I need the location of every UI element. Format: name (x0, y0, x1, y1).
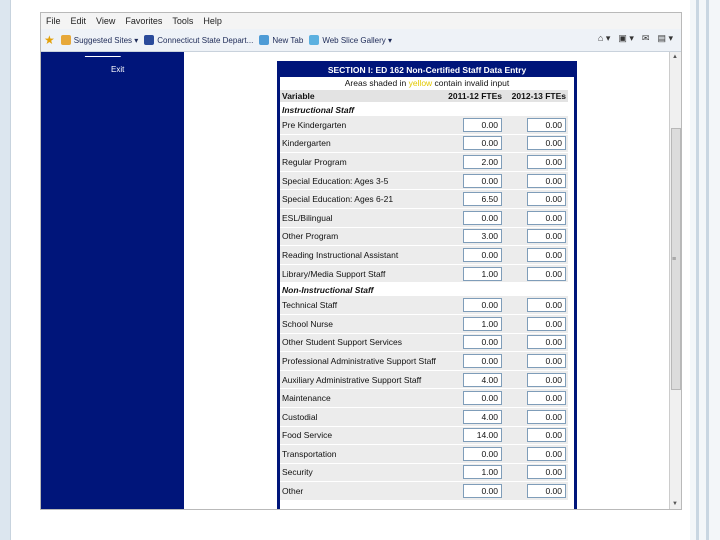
fte-2012-cell (504, 227, 568, 246)
fte-2011-input[interactable]: 0.00 (463, 136, 502, 150)
table-row (280, 407, 568, 426)
menu-help[interactable]: Help (203, 16, 222, 26)
note-prefix: Areas shaded in (344, 78, 409, 88)
fte-2011-input[interactable]: 4.00 (463, 410, 502, 424)
fte-2011-cell (440, 264, 504, 283)
fte-2012-input[interactable]: 0.00 (527, 118, 566, 132)
fav-suggested-sites-label: Suggested Sites ▾ (73, 35, 139, 45)
table-row (280, 426, 568, 445)
variable-label: Technical Staff (280, 296, 440, 314)
menu-bar (41, 13, 681, 29)
fte-2011-cell (440, 314, 504, 333)
fte-2012-cell (504, 389, 568, 408)
fte-2012-input[interactable]: 0.00 (527, 354, 566, 368)
variable-label: Custodial (280, 407, 440, 426)
variable-label: Kindergarten (280, 134, 440, 153)
vertical-scrollbar[interactable] (669, 52, 681, 509)
fte-2011-input[interactable]: 1.00 (463, 317, 502, 331)
fte-2011-cell (440, 134, 504, 153)
table-row (280, 153, 568, 172)
fte-2012-input[interactable]: 0.00 (527, 317, 566, 331)
note-suffix: contain invalid input (432, 78, 510, 88)
fte-2011-input[interactable]: 0.00 (463, 335, 502, 349)
fte-2011-input[interactable]: 2.00 (463, 155, 502, 169)
fte-2011-cell (440, 153, 504, 172)
note-highlight: yellow (408, 78, 433, 88)
fte-2011-cell (440, 445, 504, 464)
fte-2011-input[interactable]: 0.00 (463, 354, 502, 368)
fte-2012-cell (504, 445, 568, 464)
menu-favorites[interactable]: Favorites (125, 16, 163, 26)
fte-2012-cell (504, 116, 568, 134)
variable-label: Maintenance (280, 389, 440, 408)
table-row (280, 190, 568, 209)
variable-label: Other (280, 482, 440, 501)
fte-2012-cell (504, 264, 568, 283)
table-row (280, 463, 568, 482)
section-heading (280, 283, 568, 297)
fte-2012-cell (504, 333, 568, 352)
fte-2012-cell (504, 370, 568, 389)
fte-2012-cell (504, 246, 568, 265)
fte-2012-cell (504, 296, 568, 314)
new-tab-icon (259, 35, 269, 45)
fte-2012-cell (504, 314, 568, 333)
fte-2011-cell (440, 246, 504, 265)
fav-web-slice[interactable] (309, 35, 392, 45)
browser-window (40, 12, 682, 510)
fte-2011-cell (440, 296, 504, 314)
fte-2012-input[interactable]: 0.00 (527, 211, 566, 225)
section-title: Non-Instructional Staff (282, 284, 374, 295)
fte-2011-cell (440, 463, 504, 482)
header-fte-2011: 2011-12 FTEs (440, 90, 504, 103)
fte-2011-input[interactable]: 0.00 (463, 211, 502, 225)
exit-link[interactable]: Exit (111, 65, 125, 74)
menu-file[interactable]: File (46, 16, 61, 26)
fte-2011-input[interactable]: 0.00 (463, 248, 502, 262)
fte-2011-input[interactable]: 1.00 (463, 267, 502, 281)
fte-2012-cell (504, 208, 568, 227)
slide-right-border (690, 0, 720, 540)
variable-label: Security (280, 463, 440, 482)
panel-title: SECTION I: ED 162 Non-Certified Staff Data Entry (280, 64, 574, 77)
fte-2011-cell (440, 352, 504, 371)
left-navigation (41, 48, 184, 509)
fte-2012-input[interactable]: 0.00 (527, 174, 566, 188)
variable-label: Pre Kindergarten (280, 116, 440, 134)
fte-2012-input[interactable]: 0.00 (527, 373, 566, 387)
page-content (41, 48, 678, 509)
fte-2011-cell (440, 116, 504, 134)
fte-2012-cell (504, 171, 568, 190)
fte-2012-cell (504, 153, 568, 172)
fte-2012-input[interactable]: 0.00 (527, 155, 566, 169)
fte-2012-input[interactable]: 0.00 (527, 428, 566, 442)
scroll-grip-icon: ≡ (672, 256, 677, 263)
fte-2011-cell (440, 426, 504, 445)
fte-2011-cell (440, 389, 504, 408)
fte-2012-input[interactable]: 0.00 (527, 410, 566, 424)
table-row (280, 246, 568, 265)
fav-web-slice-label: Web Slice Gallery ▾ (322, 35, 392, 45)
table-row (280, 333, 568, 352)
fte-2012-cell (504, 463, 568, 482)
table-row (280, 445, 568, 464)
variable-label: Other Program (280, 227, 440, 246)
fte-2012-input[interactable]: 0.00 (527, 484, 566, 498)
variable-label: Auxiliary Administrative Support Staff (280, 370, 440, 389)
fte-2012-input[interactable]: 0.00 (527, 335, 566, 349)
variable-label: Professional Administrative Support Staff (280, 352, 440, 371)
nav-link-truncated[interactable]: ________ (85, 48, 121, 57)
slide-left-border (0, 0, 11, 540)
fte-2011-input[interactable]: 0.00 (463, 174, 502, 188)
fte-2012-input[interactable]: 0.00 (527, 298, 566, 312)
fte-2012-cell (504, 190, 568, 209)
fte-2012-input[interactable]: 0.00 (527, 447, 566, 461)
panel-note (280, 77, 574, 90)
fte-2011-input[interactable]: 14.00 (463, 428, 502, 442)
fte-2011-input[interactable]: 0.00 (463, 391, 502, 405)
fte-2011-input[interactable]: 0.00 (463, 447, 502, 461)
fav-connecticut[interactable] (144, 35, 253, 45)
table-row (280, 370, 568, 389)
fav-suggested-sites[interactable] (61, 35, 139, 45)
table-row (280, 352, 568, 371)
variable-label: Special Education: Ages 3-5 (280, 171, 440, 190)
variable-label: Regular Program (280, 153, 440, 172)
fte-2011-cell (440, 407, 504, 426)
fav-connecticut-label: Connecticut State Depart... (157, 35, 254, 45)
table-row (280, 208, 568, 227)
table-header (280, 90, 568, 103)
fte-2012-input[interactable]: 0.00 (527, 465, 566, 479)
page-icon (144, 35, 154, 45)
fte-2012-cell (504, 426, 568, 445)
fte-2011-input[interactable]: 0.00 (463, 298, 502, 312)
print-icon[interactable]: ▤ ▾ (657, 33, 673, 43)
fte-2011-input[interactable]: 6.50 (463, 192, 502, 206)
home-icon[interactable]: ⌂ ▾ (597, 33, 611, 43)
table-row (280, 296, 568, 314)
fte-2011-input[interactable]: 3.00 (463, 229, 502, 243)
header-fte-2012: 2012-13 FTEs (504, 90, 568, 103)
fte-2011-cell (440, 482, 504, 501)
fte-2012-cell (504, 352, 568, 371)
variable-label: ESL/Bilingual (280, 208, 440, 227)
fte-2011-cell (440, 171, 504, 190)
fte-2012-input[interactable]: 0.00 (527, 267, 566, 281)
mail-icon[interactable]: ✉ (641, 33, 650, 43)
table-row (280, 134, 568, 153)
data-entry-panel (277, 61, 577, 510)
fte-2011-cell (440, 333, 504, 352)
fte-2012-input[interactable]: 0.00 (527, 136, 566, 150)
feeds-icon[interactable]: ▣ ▾ (618, 33, 634, 43)
fte-2012-input[interactable]: 0.00 (527, 248, 566, 262)
variable-label: Food Service (280, 426, 440, 445)
fte-table (280, 90, 568, 501)
fte-2012-input[interactable]: 0.00 (527, 391, 566, 405)
fte-2011-input[interactable]: 0.00 (463, 118, 502, 132)
favorites-star-icon[interactable]: ★ (44, 33, 55, 47)
fte-2011-input[interactable]: 0.00 (463, 484, 502, 498)
fte-2011-input[interactable]: 1.00 (463, 465, 502, 479)
fte-2012-input[interactable]: 0.00 (527, 229, 566, 243)
fte-2012-cell (504, 407, 568, 426)
fte-2011-cell (440, 208, 504, 227)
menu-edit[interactable]: Edit (70, 16, 87, 26)
table-row (280, 389, 568, 408)
table-row (280, 227, 568, 246)
menu-view[interactable]: View (96, 16, 116, 26)
scroll-down-icon[interactable]: ▼ (672, 501, 678, 507)
header-variable: Variable (280, 90, 440, 103)
fte-2011-cell (440, 227, 504, 246)
fte-2012-cell (504, 482, 568, 501)
variable-label: Other Student Support Services (280, 333, 440, 352)
favorites-bar (41, 29, 681, 52)
fte-2011-input[interactable]: 4.00 (463, 373, 502, 387)
menu-tools[interactable]: Tools (172, 16, 194, 26)
suggested-sites-icon (61, 35, 71, 45)
section-title: Instructional Staff (282, 104, 355, 115)
command-bar (598, 33, 673, 44)
section-heading (280, 103, 568, 117)
table-row (280, 314, 568, 333)
scroll-up-icon[interactable]: ▲ (672, 54, 678, 60)
fav-new-tab-label: New Tab (272, 35, 304, 45)
web-slice-icon (309, 35, 319, 45)
fav-new-tab[interactable] (259, 35, 303, 45)
variable-label: School Nurse (280, 314, 440, 333)
variable-label: Library/Media Support Staff (280, 264, 440, 283)
table-row (280, 264, 568, 283)
variable-label: Transportation (280, 445, 440, 464)
variable-label: Special Education: Ages 6-21 (280, 190, 440, 209)
table-row (280, 116, 568, 134)
fte-2012-cell (504, 134, 568, 153)
fte-2011-cell (440, 370, 504, 389)
fte-2012-input[interactable]: 0.00 (527, 192, 566, 206)
variable-label: Reading Instructional Assistant (280, 246, 440, 265)
table-row (280, 171, 568, 190)
table-row (280, 482, 568, 501)
fte-2011-cell (440, 190, 504, 209)
